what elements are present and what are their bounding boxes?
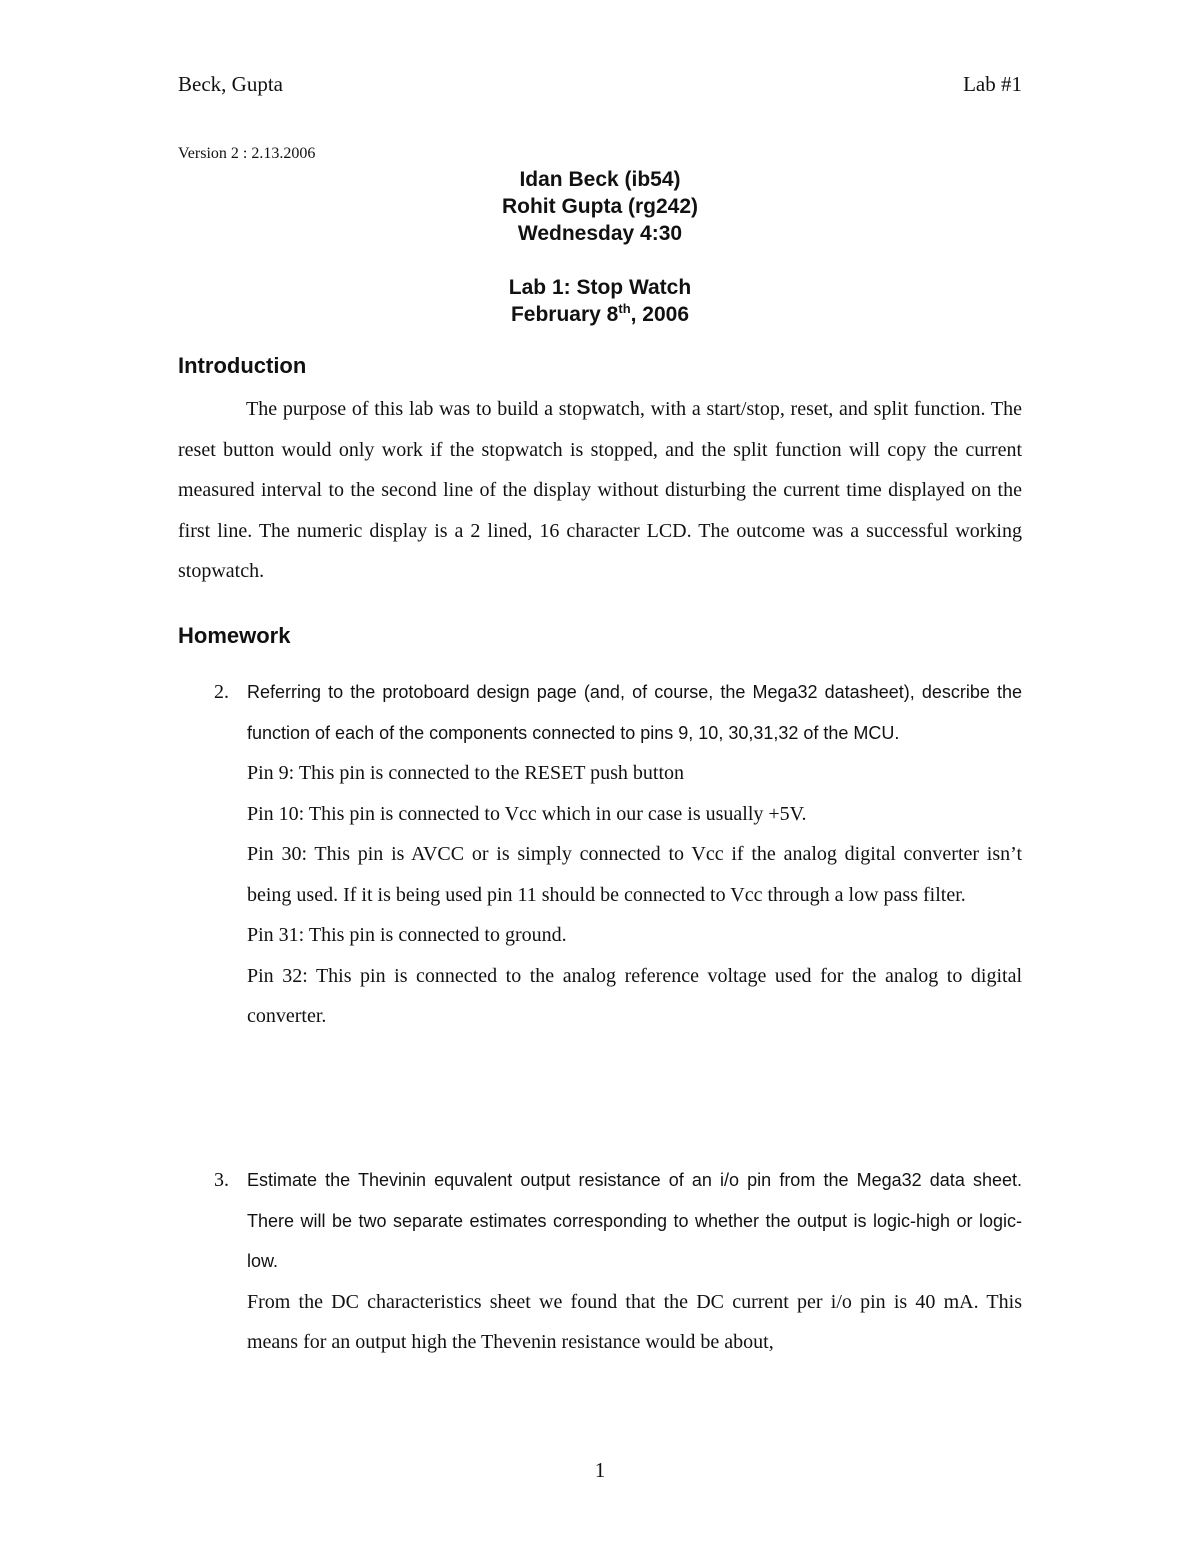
lab-date xyxy=(0,301,1200,328)
version-note: Version 2 : 2.13.2006 xyxy=(178,145,316,162)
answer-pin-32: Pin 32: This pin is connected to the analog reference voltage used for the analog to digital converter. xyxy=(247,964,1022,1027)
lab-title: Lab 1: Stop Watch xyxy=(508,276,692,299)
homework-heading: Homework xyxy=(178,623,291,648)
answer-pin-10: Pin 10: This pin is connected to Vcc which in our case is usually +5V. xyxy=(247,802,807,825)
homework-item-2 xyxy=(247,672,1022,1037)
homework-item-3 xyxy=(247,1160,1022,1363)
date-superscript: th xyxy=(618,301,631,316)
homework-item-number: 2. xyxy=(214,681,229,703)
page-number: 1 xyxy=(594,1458,606,1482)
date-prefix: February 8 xyxy=(510,303,619,326)
homework-question: Estimate the Thevinin equvalent output resistance of an i/o pin from the Mega32 data sheet. There will be two separate estimates corresponding to whether the output is logic-high or logic-low. xyxy=(247,1170,1022,1271)
answer-pin-31: Pin 31: This pin is connected to ground. xyxy=(247,924,567,946)
running-header-authors: Beck, Gupta xyxy=(178,72,283,96)
homework-item-number: 3. xyxy=(214,1169,229,1191)
answer-thevenin: From the DC characteristics sheet we found that the DC current per i/o pin is 40 mA. This means for an output high the Thevenin resistance would be about, xyxy=(247,1290,1022,1353)
introduction-paragraph: The purpose of this lab was to build a stopwatch, with a start/stop, reset, and split function. The reset button would only work if the stopwatch is stopped, and the split function will copy the current measured interval to the second line of the display without disturbing the current time displayed on the first line. The numeric display is a 2 lined, 16 character LCD. The outcome was a successful working stopwatch. xyxy=(178,398,1022,582)
title-lab-block xyxy=(0,274,1200,328)
section-time: Wednesday 4:30 xyxy=(517,222,683,245)
date-suffix: , 2006 xyxy=(630,303,690,326)
author-1: Idan Beck (ib54) xyxy=(519,168,681,191)
author-2: Rohit Gupta (rg242) xyxy=(501,195,698,218)
title-authors-block xyxy=(0,166,1200,247)
answer-pin-9: Pin 9: This pin is connected to the RESET push button xyxy=(247,762,685,784)
homework-question: Referring to the protoboard design page (and, of course, the Mega32 datasheet), describe the function of each of the components connected to pins 9, 10, 30,31,32 of the MCU. xyxy=(247,682,1022,743)
answer-pin-30: Pin 30: This pin is AVCC or is simply connected to Vcc if the analog digital converter isn’t being used. If it is being used pin 11 should be connected to Vcc through a low pass filter. xyxy=(247,843,1022,906)
introduction-heading: Introduction xyxy=(178,353,307,378)
running-header-lab: Lab #1 xyxy=(963,72,1022,96)
